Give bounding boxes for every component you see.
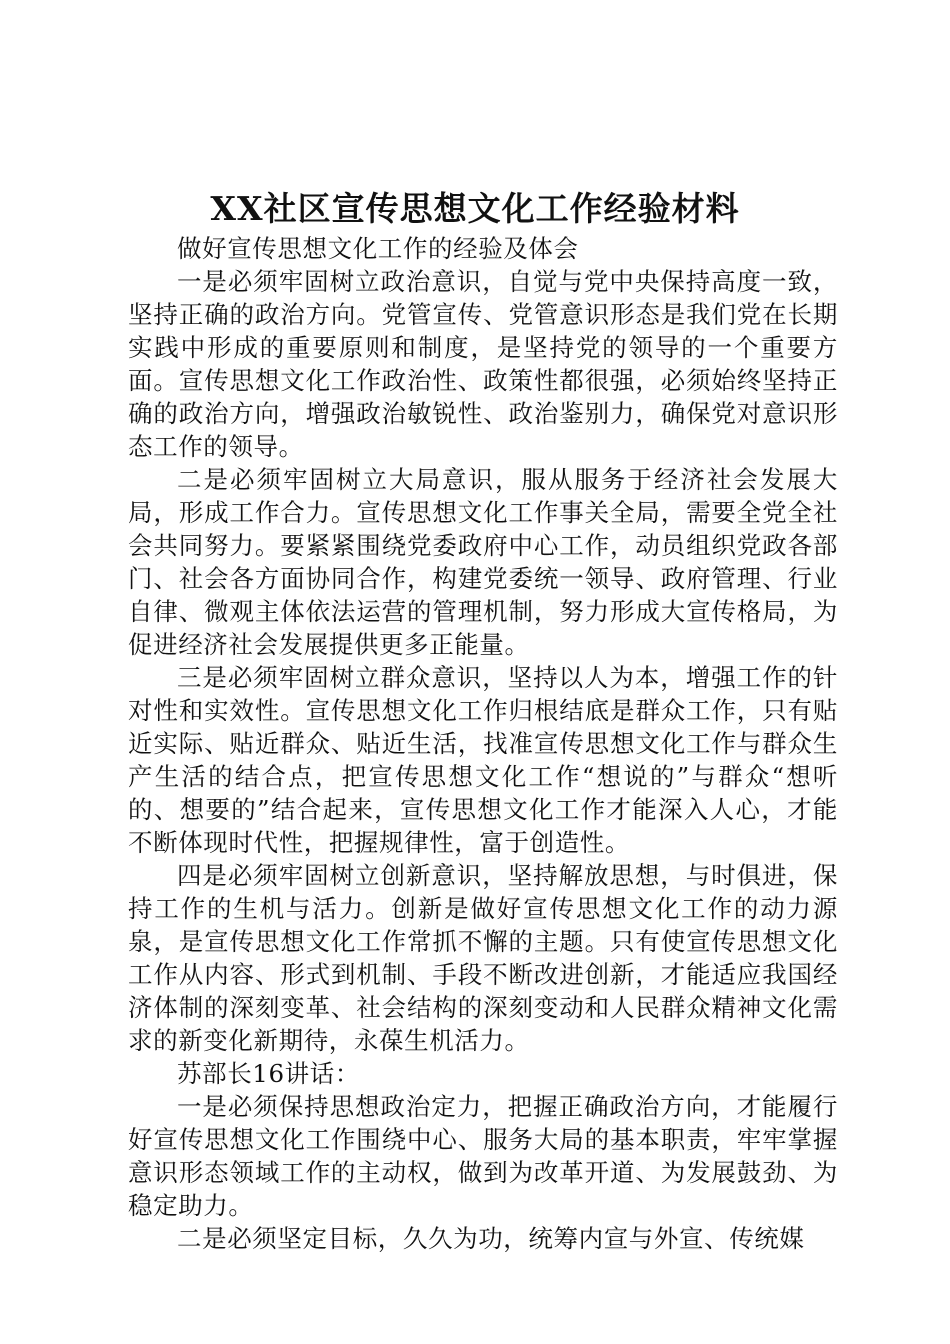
document-title: XX社区宣传思想文化工作经验材料 — [210, 189, 740, 228]
paragraph-speech-point-2: 二是必须坚定目标，久久为功，统筹内宣与外宣、传统媒 — [177, 1224, 805, 1253]
paragraph-political-awareness: 一是必须牢固树立政治意识，自觉与党中央保持高度一致，坚持正确的政治方向。党管宣传、党管意识形态是我们党在长期实践中形成的重要原则和制度，是坚持党的领导的一个重要方面。宣传思想文化工作政治性、政策性都很强，必须始终坚持正确的政治方向，增强政治敏锐性、政治鉴别力，确保党对意识形态工作的领导。 — [128, 267, 838, 461]
paragraph-innovation-awareness: 四是必须牢固树立创新意识，坚持解放思想，与时俱进，保持工作的生机与活力。创新是做好宣传思想文化工作的动力源泉，是宣传思想文化工作常抓不懈的主题。只有使宣传思想文化工作从内容、形式到机制、手段不断改进创新，才能适应我国经济体制的深刻变革、社会结构的深刻变动和人民群众精神文化需求的新变化新期待，永葆生机活力。 — [128, 861, 838, 1055]
subtitle-paragraph: 做好宣传思想文化工作的经验及体会 — [177, 234, 579, 263]
document-body — [128, 232, 838, 1255]
paragraph-overall-awareness: 二是必须牢固树立大局意识，服从服务于经济社会发展大局，形成工作合力。宣传思想文化工作事关全局，需要全党全社会共同努力。要紧紧围绕党委政府中心工作，动员组织党政各部门、社会各方面协同合作，构建党委统一领导、政府管理、行业自律、微观主体依法运营的管理机制，努力形成大宣传格局，为促进经济社会发展提供更多正能量。 — [128, 465, 838, 659]
paragraph-speech-point-1: 一是必须保持思想政治定力，把握正确政治方向，才能履行好宣传思想文化工作围绕中心、服务大局的基本职责，牢牢掌握意识形态领域工作的主动权，做到为改革开道、为发展鼓劲、为稳定助力。 — [128, 1092, 838, 1220]
paragraph-mass-awareness: 三是必须牢固树立群众意识，坚持以人为本，增强工作的针对性和实效性。宣传思想文化工作归根结底是群众工作，只有贴近实际、贴近群众、贴近生活，找准宣传思想文化工作与群众生产生活的结合点，把宣传思想文化工作“想说的”与群众“想听的、想要的”结合起来，宣传思想文化工作才能深入人心，才能不断体现时代性，把握规律性，富于创造性。 — [128, 663, 838, 857]
speech-heading: 苏部长16讲话： — [177, 1059, 360, 1088]
